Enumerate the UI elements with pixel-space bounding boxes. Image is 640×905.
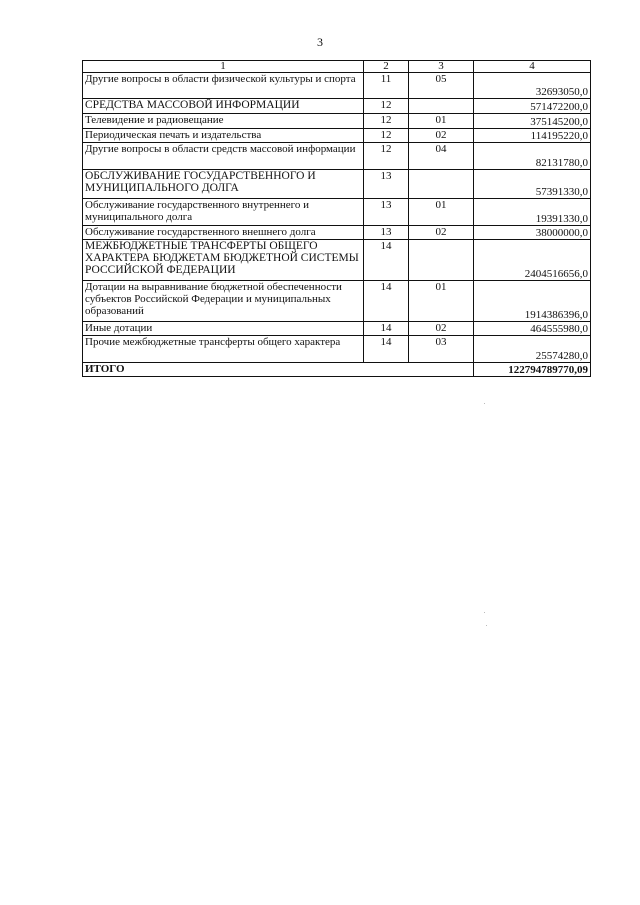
total-label: ИТОГО xyxy=(83,363,474,377)
table-row xyxy=(83,143,591,170)
row-name: Иные дотации xyxy=(83,322,364,336)
row-name: Обслуживание государственного внешнего долга xyxy=(83,226,364,240)
header-col-3: 3 xyxy=(409,61,474,73)
row-section: 12 xyxy=(364,129,409,143)
scan-speck xyxy=(484,612,485,613)
row-section: 12 xyxy=(364,143,409,170)
row-name: МЕЖБЮДЖЕТНЫЕ ТРАНСФЕРТЫ ОБЩЕГО ХАРАКТЕРА БЮДЖЕТАМ БЮДЖЕТНОЙ СИСТЕМЫ РОССИЙСКОЙ ФЕДЕРАЦИИ xyxy=(83,240,364,281)
row-amount: 571472200,0 xyxy=(474,99,591,114)
row-amount: 2404516656,0 xyxy=(474,240,591,281)
total-row xyxy=(83,363,591,377)
row-name: Другие вопросы в области средств массовой информации xyxy=(83,143,364,170)
row-name: Другие вопросы в области физической культуры и спорта xyxy=(83,73,364,99)
row-section: 13 xyxy=(364,226,409,240)
table-row xyxy=(83,73,591,99)
table-row xyxy=(83,170,591,199)
row-section: 12 xyxy=(364,99,409,114)
row-section: 14 xyxy=(364,281,409,322)
row-section: 14 xyxy=(364,322,409,336)
header-col-4: 4 xyxy=(474,61,591,73)
budget-table xyxy=(82,60,591,377)
row-name: Дотации на выравнивание бюджетной обеспеченности субъектов Российской Федерации и муниципальных образований xyxy=(83,281,364,322)
row-section: 12 xyxy=(364,114,409,129)
page-number: 3 xyxy=(317,35,323,49)
table-row xyxy=(83,199,591,226)
table-row xyxy=(83,114,591,129)
row-subsection: 01 xyxy=(409,199,474,226)
row-amount: 464555980,0 xyxy=(474,322,591,336)
row-amount: 375145200,0 xyxy=(474,114,591,129)
row-subsection: 04 xyxy=(409,143,474,170)
row-subsection: 02 xyxy=(409,226,474,240)
row-amount: 19391330,0 xyxy=(474,199,591,226)
row-subsection xyxy=(409,170,474,199)
table-row xyxy=(83,99,591,114)
row-subsection: 01 xyxy=(409,281,474,322)
row-name: Обслуживание государственного внутреннего и муниципального долга xyxy=(83,199,364,226)
table-row xyxy=(83,336,591,363)
row-subsection: 02 xyxy=(409,322,474,336)
table-row xyxy=(83,240,591,281)
header-col-1: 1 xyxy=(83,61,364,73)
row-name: ОБСЛУЖИВАНИЕ ГОСУДАРСТВЕННОГО И МУНИЦИПАЛЬНОГО ДОЛГА xyxy=(83,170,364,199)
row-amount: 1914386396,0 xyxy=(474,281,591,322)
row-amount: 38000000,0 xyxy=(474,226,591,240)
table-header-row xyxy=(83,61,591,73)
row-amount: 114195220,0 xyxy=(474,129,591,143)
row-subsection: 03 xyxy=(409,336,474,363)
row-subsection: 05 xyxy=(409,73,474,99)
row-amount: 82131780,0 xyxy=(474,143,591,170)
row-subsection: 02 xyxy=(409,129,474,143)
row-section: 14 xyxy=(364,240,409,281)
row-name: Периодическая печать и издательства xyxy=(83,129,364,143)
header-col-2: 2 xyxy=(364,61,409,73)
total-amount: 122794789770,09 xyxy=(474,363,591,377)
row-section: 13 xyxy=(364,170,409,199)
table-row xyxy=(83,322,591,336)
row-subsection xyxy=(409,240,474,281)
row-amount: 32693050,0 xyxy=(474,73,591,99)
scan-speck xyxy=(484,403,485,404)
row-name: СРЕДСТВА МАССОВОЙ ИНФОРМАЦИИ xyxy=(83,99,364,114)
row-section: 11 xyxy=(364,73,409,99)
row-amount: 25574280,0 xyxy=(474,336,591,363)
row-section: 13 xyxy=(364,199,409,226)
row-name: Телевидение и радиовещание xyxy=(83,114,364,129)
scan-speck xyxy=(486,625,487,626)
table-row xyxy=(83,129,591,143)
row-subsection xyxy=(409,99,474,114)
row-subsection: 01 xyxy=(409,114,474,129)
table-row xyxy=(83,281,591,322)
row-amount: 57391330,0 xyxy=(474,170,591,199)
row-section: 14 xyxy=(364,336,409,363)
row-name: Прочие межбюджетные трансферты общего характера xyxy=(83,336,364,363)
table-row xyxy=(83,226,591,240)
